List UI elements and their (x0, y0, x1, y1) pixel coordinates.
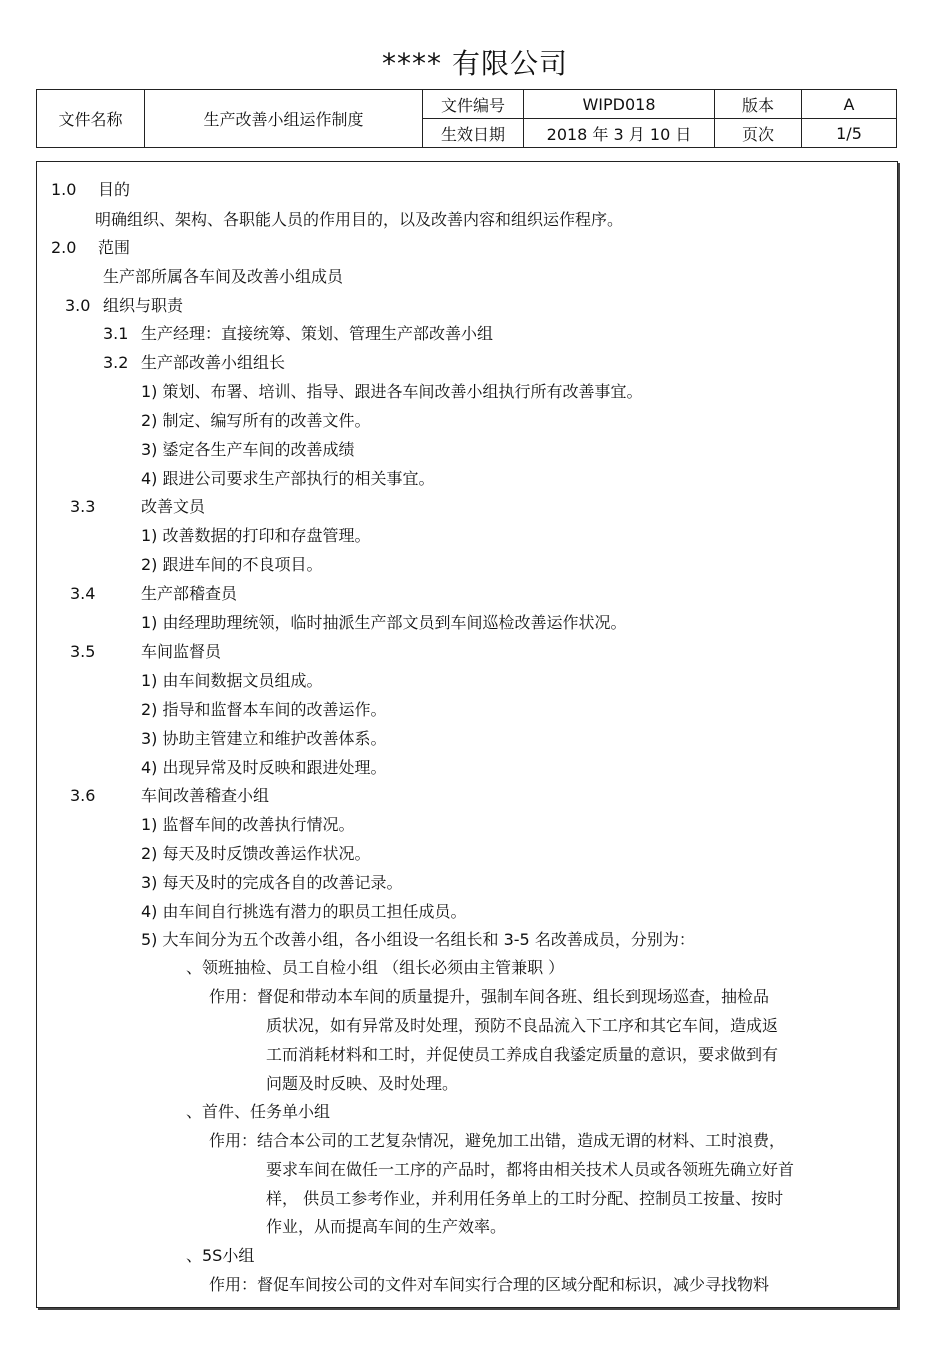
subsection-number: 3.6 (70, 786, 96, 805)
list-item: 1) 由车间数据文员组成。 (141, 671, 323, 690)
section-title: 范围 (98, 238, 131, 257)
list-item: 1) 监督车间的改善执行情况。 (141, 815, 355, 834)
subsection-text: 车间改善稽查小组 (141, 786, 270, 805)
section-title: 目的 (98, 180, 131, 199)
group-text-line: 问题及时反映、及时处理。 (266, 1074, 459, 1093)
list-item: 2) 指导和监督本车间的改善运作。 (141, 700, 387, 719)
subsection-number: 3.5 (70, 642, 96, 661)
paragraph: 明确组织、架构、各职能人员的作用目的，以及改善内容和组织运作程序。 (95, 210, 624, 229)
list-item: 4) 由车间自行挑选有潜力的职员工担任成员。 (141, 902, 467, 921)
list-item: 1) 策划、布署、培训、指导、跟进各车间改善小组执行所有改善事宜。 (141, 382, 643, 401)
list-item: 2) 每天及时反馈改善运作状况。 (141, 844, 371, 863)
company-title: **** 有限公司 (382, 47, 568, 80)
list-item: 1) 由经理助理统领，临时抽派生产部文员到车间巡检改善运作状况。 (141, 613, 627, 632)
group-title: 、5S小组 (186, 1246, 255, 1265)
subsection-text: 生产经理：直接统筹、策划、管理生产部改善小组 (141, 324, 494, 343)
group-text-line: 样， 供员工参考作业，并利用任务单上的工时分配、控制员工按量、按时 (266, 1189, 784, 1208)
subsection-number: 3.3 (70, 497, 96, 516)
list-item: 2) 跟进车间的不良项目。 (141, 555, 323, 574)
group-text-line: 作业，从而提高车间的生产效率。 (266, 1217, 507, 1236)
list-item: 5) 大车间分为五个改善小组，各小组设一名组长和 3-5 名改善成员，分别为： (141, 930, 695, 949)
file-name-value: 生产改善小组运作制度 (145, 90, 423, 148)
version-label: 版本 (715, 90, 802, 119)
effective-date-value: 2018 年 3 月 10 日 (524, 119, 715, 148)
subsection-number: 3.4 (70, 584, 96, 603)
group-title: 、领班抽检、员工自检小组 （组长必须由主管兼职 ） (186, 958, 565, 977)
group-text-line: 工而消耗材料和工时，并促使员工养成自我鋈定质量的意识，要求做到有 (266, 1045, 779, 1064)
group-text-line: 作用：结合本公司的工艺复杂情况，避免加工出错，造成无谓的材料、工时浪费， (209, 1131, 786, 1150)
list-item: 3) 鋈定各生产车间的改善成绩 (141, 440, 355, 459)
section-title: 组织与职责 (103, 296, 184, 315)
version-value: A (802, 90, 897, 119)
group-text-line: 作用：督促和带动本车间的质量提升，强制车间各班、组长到现场巡查，抽检品 (209, 987, 770, 1006)
page-value: 1/5 (802, 119, 897, 148)
subsection-text: 生产部改善小组组长 (141, 353, 286, 372)
list-item: 4) 出现异常及时反映和跟进处理。 (141, 758, 387, 777)
file-name-label: 文件名称 (37, 90, 145, 148)
subsection-text: 改善文员 (141, 497, 206, 516)
subsection-text: 生产部稽查员 (141, 584, 238, 603)
list-item: 3) 协助主管建立和维护改善体系。 (141, 729, 387, 748)
list-item: 1) 改善数据的打印和存盘管理。 (141, 526, 371, 545)
list-item: 2) 制定、编写所有的改善文件。 (141, 411, 371, 430)
file-no-label: 文件编号 (423, 90, 524, 119)
section-number: 1.0 (51, 180, 77, 199)
file-no-value: WIPD018 (524, 90, 715, 119)
subsection-number: 3.1 (103, 324, 129, 343)
document-header-table (36, 89, 897, 148)
page-label: 页次 (715, 119, 802, 148)
section-number: 3.0 (65, 296, 91, 315)
group-text-line: 要求车间在做任一工序的产品时，都将由相关技术人员或各领班先确立好首 (266, 1160, 795, 1179)
paragraph: 生产部所属各车间及改善小组成员 (103, 267, 344, 286)
subsection-text: 车间监督员 (141, 642, 222, 661)
effective-date-label: 生效日期 (423, 119, 524, 148)
section-number: 2.0 (51, 238, 77, 257)
group-text-line: 作用：督促车间按公司的文件对车间实行合理的区域分配和标识，减少寻找物料 (209, 1275, 770, 1294)
subsection-number: 3.2 (103, 353, 129, 372)
list-item: 3) 每天及时的完成各自的改善记录。 (141, 873, 403, 892)
list-item: 4) 跟进公司要求生产部执行的相关事宜。 (141, 469, 435, 488)
group-text-line: 质状况，如有异常及时处理，预防不良品流入下工序和其它车间，造成返 (266, 1016, 779, 1035)
group-title: 、首件、任务单小组 (186, 1102, 331, 1121)
